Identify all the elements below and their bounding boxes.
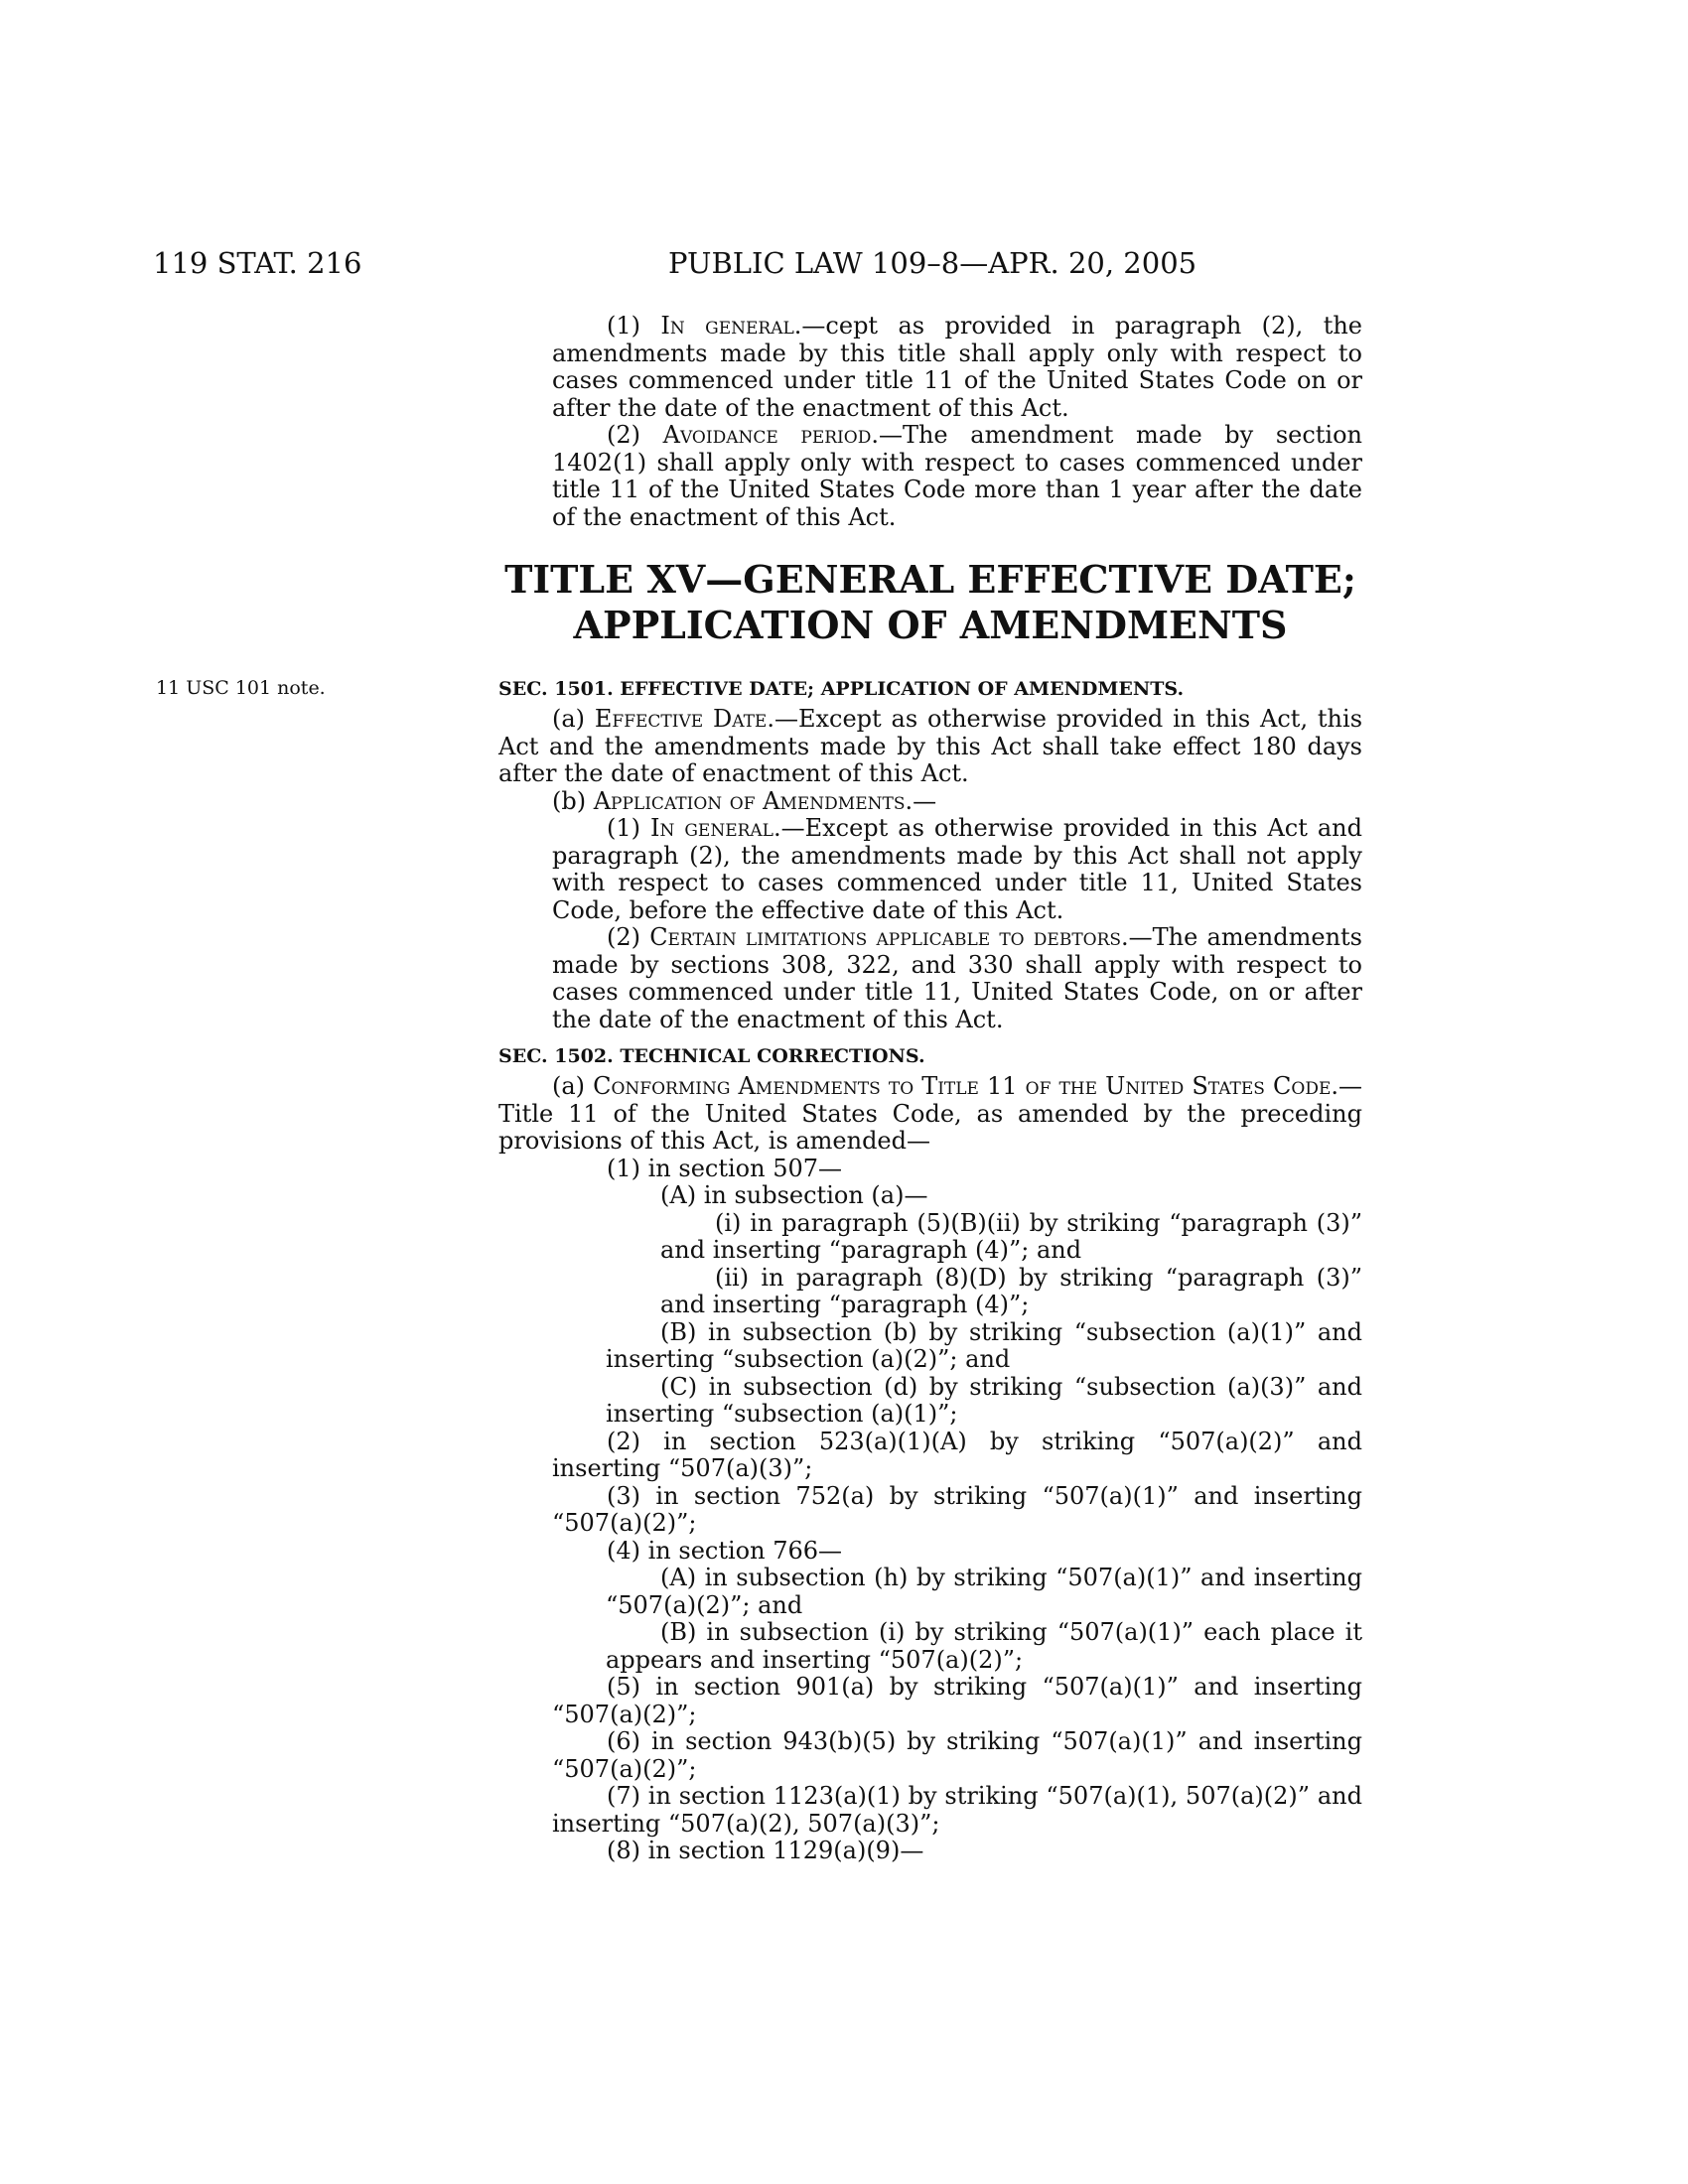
title-heading — [498, 557, 1362, 648]
title-line-2: APPLICATION OF AMENDMENTS — [573, 603, 1288, 647]
margin-note: 11 USC 101 note. — [156, 677, 326, 699]
list-item: (7) in section 1123(a)(1) by striking “507(a)(1), 507(a)(2)” and inserting “507(a)(2), 507(a)(3)”; — [552, 1782, 1362, 1838]
paragraph-b2-certain-limitations: (2) Certain limitations applicable to debtors.—The amendments made by sections 308, 322, and 330 shall apply with respect to cases commenced under title 11, United States Code, on or after the date of the enactment of this Act. — [552, 923, 1362, 1033]
section-1502-heading-row — [498, 1043, 1362, 1069]
subsection-application-of-amendments: (b) Application of Amendments.— — [552, 786, 937, 815]
title-line-1: TITLE XV—GENERAL EFFECTIVE DATE; — [504, 557, 1356, 602]
list-item: (1) in section 507— — [607, 1154, 843, 1182]
list-item: (A) in subsection (h) by striking “507(a)(1)” and inserting “507(a)(2)”; and — [606, 1564, 1362, 1619]
paragraph-caption: In general. — [660, 312, 802, 340]
list-item: (i) in paragraph (5)(B)(ii) by striking “paragraph (3)” and inserting “paragraph (4)”; and — [660, 1208, 1362, 1264]
list-item: (4) in section 766— — [607, 1536, 843, 1565]
list-item: (5) in section 901(a) by striking “507(a)(1)” and inserting “507(a)(2)”; — [552, 1673, 1362, 1728]
list-item: (6) in section 943(b)(5) by striking “507(a)(1)” and inserting “507(a)(2)”; — [552, 1727, 1362, 1783]
list-item: (ii) in paragraph (8)(D) by striking “paragraph (3)” and inserting “paragraph (4)”; — [660, 1263, 1362, 1318]
list-item: (B) in subsection (i) by striking “507(a)(1)” each place it appears and inserting “507(a)(2)”; — [606, 1618, 1362, 1674]
list-item: (B) in subsection (b) by striking “subsection (a)(1)” and inserting “subsection (a)(2)”; and — [606, 1317, 1362, 1373]
statute-reference: 119 STAT. 216 — [153, 246, 362, 280]
page-header — [0, 246, 1688, 286]
paragraph-b1-in-general: (1) In general.—Except as otherwise provided in this Act and paragraph (2), the amendments made by this Act shall not apply with respect to cases commenced under title 11, United States Code, before the effective date of this Act. — [552, 814, 1362, 924]
list-item: (8) in section 1129(a)(9)— — [607, 1837, 924, 1864]
paragraph-caption: Avoidance period. — [662, 421, 879, 449]
public-law-reference: PUBLIC LAW 109–8—APR. 20, 2005 — [668, 246, 1197, 280]
list-item: (C) in subsection (d) by striking “subsection (a)(3)” and inserting “subsection (a)(1)”; — [606, 1372, 1362, 1428]
section-1502-heading: SEC. 1502. TECHNICAL CORRECTIONS. — [498, 1045, 925, 1067]
list-item: (3) in section 752(a) by striking “507(a)(1)” and inserting “507(a)(2)”; — [552, 1481, 1362, 1537]
list-item: (A) in subsection (a)— — [660, 1181, 928, 1209]
subsection-effective-date: (a) Effective Date.—Except as otherwise provided in this Act, this Act and the amendments made by this Act shall take effect 180 days after the date of enactment of this Act. — [498, 705, 1363, 787]
document-body — [156, 312, 1363, 1865]
subsection-conforming-amendments: (a) Conforming Amendments to Title 11 of the United States Code.—Title 11 of the United States Code, as amended by the preceding provisions of this Act, is amended— — [498, 1072, 1362, 1155]
paragraph-in-general: (1) In general.—cept as provided in paragraph (2), the amendments made by this title shall apply only with respect to cases commenced under title 11 of the United States Code on or after the date of the enactment of this Act. — [552, 312, 1362, 422]
section-1501-heading: SEC. 1501. EFFECTIVE DATE; APPLICATION OF AMENDMENTS. — [498, 678, 1185, 700]
section-1501-heading-row — [156, 676, 1362, 702]
list-item: (2) in section 523(a)(1)(A) by striking “507(a)(2)” and inserting “507(a)(3)”; — [552, 1427, 1362, 1482]
paragraph-avoidance-period: (2) Avoidance period.—The amendment made by section 1402(1) shall apply only with respect to cases commenced under title 11 of the United States Code more than 1 year after the date of the enactment of this Act. — [552, 421, 1363, 531]
